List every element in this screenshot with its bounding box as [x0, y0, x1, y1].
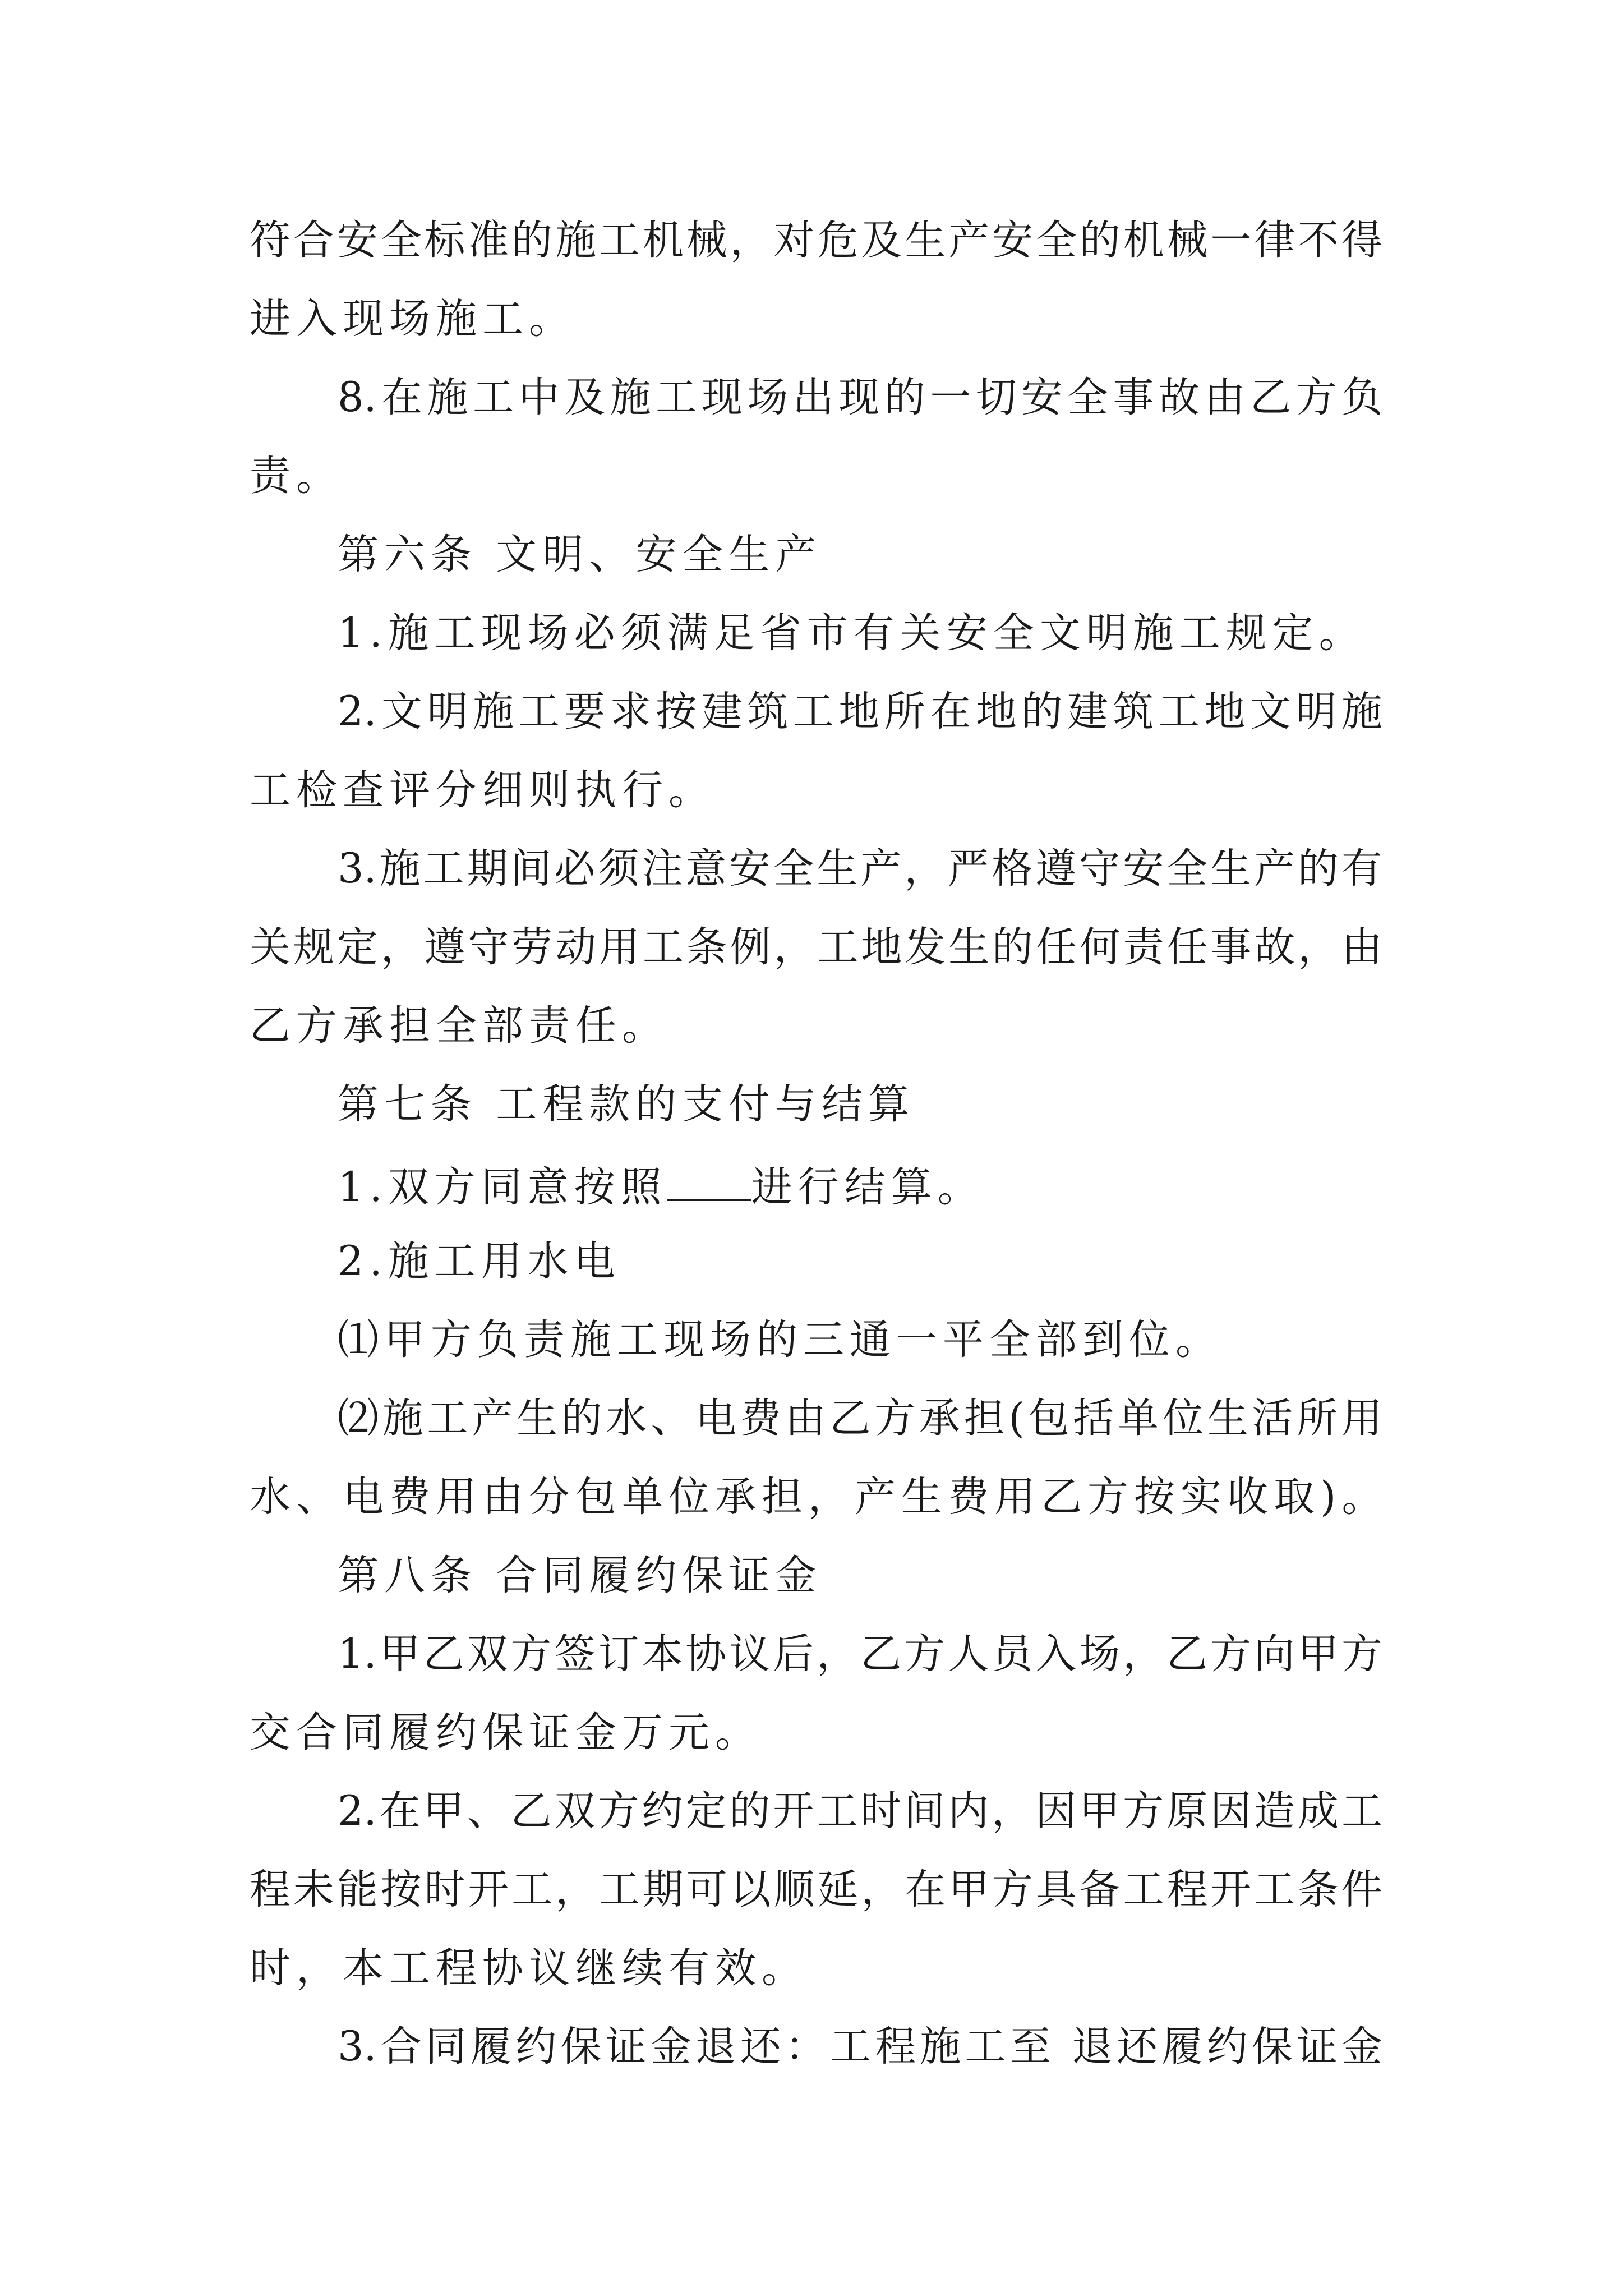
clause-item: 3.合同履约保证金退还：工程施工至 退还履约保证金 — [338, 2023, 1382, 2070]
body-line: 水、电费用由分包单位承担，产生费用乙方按实收取)。 — [250, 1473, 1389, 1521]
section-heading: 第七条 工程款的支付与结算 — [338, 1080, 915, 1128]
body-line: 关规定，遵守劳动用工条例，工地发生的任何责任事故，由 — [250, 923, 1382, 971]
body-line: 乙方承担全部责任。 — [250, 1002, 668, 1050]
body-line: 符合安全标准的施工机械，对危及生产安全的机械一律不得 — [250, 217, 1382, 264]
clause-item: 1.甲乙双方签订本协议后，乙方人员入场，乙方向甲方 — [338, 1630, 1382, 1678]
settlement-clause — [338, 1162, 1382, 1211]
sub-clause-item: ⑵施工产生的水、电费由乙方承担(包括单位生活所用 — [338, 1395, 1382, 1442]
clause-item: 2.文明施工要求按建筑工地所在地的建筑工地文明施 — [338, 688, 1382, 735]
clause-item: 2.在甲、乙双方约定的开工时间内，因甲方原因造成工 — [338, 1787, 1382, 1835]
body-line: 交合同履约保证金万元。 — [250, 1709, 762, 1756]
section-heading: 第六条 文明、安全生产 — [338, 531, 822, 578]
clause-item: 8.在施工中及施工现场出现的一切安全事故由乙方负 — [338, 374, 1382, 421]
body-line: 程未能按时开工，工期可以顺延，在甲方具备工程开工条件 — [250, 1866, 1382, 1913]
body-line: 时，本工程协议继续有效。 — [250, 1944, 808, 1992]
body-line: 责。 — [250, 452, 343, 500]
fill-in-blank — [667, 1162, 751, 1201]
clause-item: 2.施工用水电 — [338, 1237, 621, 1285]
clause-item: 3.施工期间必须注意安全生产，严格遵守安全生产的有 — [338, 845, 1382, 892]
section-heading: 第八条 合同履约保证金 — [338, 1552, 822, 1599]
body-line: 进入现场施工。 — [250, 295, 575, 343]
settlement-text-before: 1.双方同意按照 — [338, 1163, 667, 1211]
sub-clause-item: ⑴甲方负责施工现场的三通一平全部到位。 — [338, 1316, 1222, 1364]
clause-item: 1.施工现场必须满足省市有关安全文明施工规定。 — [338, 609, 1366, 657]
body-line: 工检查评分细则执行。 — [250, 766, 715, 814]
settlement-text-after: 进行结算。 — [751, 1163, 984, 1211]
